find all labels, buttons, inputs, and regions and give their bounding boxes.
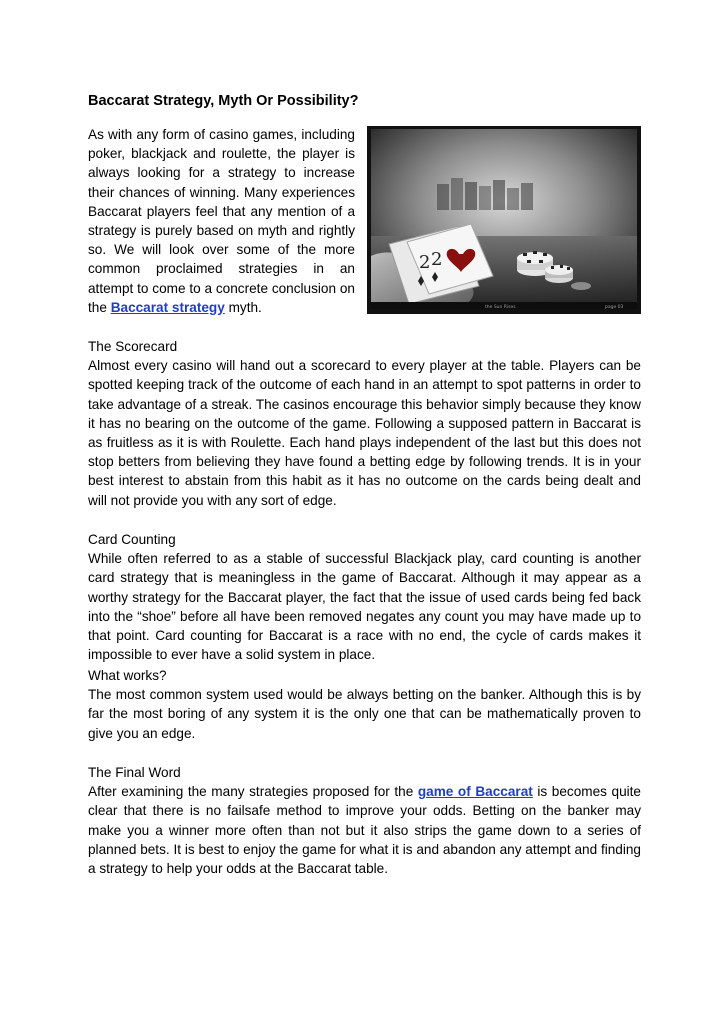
- section-scorecard: [88, 337, 641, 510]
- section-heading: Card Counting: [88, 532, 176, 547]
- game-of-baccarat-link[interactable]: game of Baccarat: [417, 784, 533, 800]
- svg-text:2: 2: [419, 252, 431, 273]
- section-heading: The Scorecard: [88, 339, 178, 354]
- intro-paragraph: [88, 125, 355, 317]
- section-body: [88, 782, 641, 878]
- section-body: The most common system used would be always betting on the banker. Although this is by far the most boring of any system it is the only one that can be mathematically proven to give you an edge.: [88, 687, 641, 741]
- final-text: is becomes quite clear that there is no failsafe method to improve your odds. Betting on the banker may make you a winner more often than not but it also strips the game down to a series of planned bets. It is best to enjoy the game for what it is and abandon any attempt and finding a strategy to help your odds at the Baccarat table.: [88, 784, 641, 877]
- final-pre-text: After examining the many strategies proposed for the: [88, 784, 418, 800]
- section-final-word: [88, 763, 641, 878]
- baccarat-strategy-link[interactable]: Baccarat strategy: [110, 299, 225, 315]
- svg-text:2: 2: [431, 249, 443, 270]
- intro-text: As with any form of casino games, including poker, blackjack and roulette, the player is always looking for a strategy to increase their chances of winning. Many experiences Baccarat players feel that any mention of a strategy is purely based on myth and rightly so. We will look over some of the more common proclaimed strategies in an attempt to come to a concrete conclusion on the: [88, 127, 355, 315]
- section-card-counting: [88, 530, 641, 664]
- section-body: While often referred to as a stable of successful Blackjack play, card counting is another card strategy that is meaningless in the game of Baccarat. Although it may appear as a worthy strategy for the Baccarat player, the fact that the issue of used cards being fed back into the “shoe” before all have been removed negates any count you may have made up to that point. Card counting for Baccarat is a race with no end, the cycle of cards makes it impossible to ever have a solid system in place.: [88, 551, 641, 663]
- intro-tail: myth.: [224, 299, 262, 315]
- photo-caption-right: page 03: [605, 305, 624, 310]
- section-heading: The Final Word: [88, 765, 181, 780]
- casino-cards-photo: [367, 126, 641, 314]
- page-title: Baccarat Strategy, Myth Or Possibility?: [88, 93, 359, 109]
- photo-caption-left: the Sun Rises: [485, 305, 516, 310]
- section-heading: What works?: [88, 668, 167, 683]
- section-body: Almost every casino will hand out a scorecard to every player at the table. Players can be spotted keeping track of the outcome of each hand in an attempt to spot patterns in order to take advantage of a streak. The casinos encourage this behavior simply because they know it has no bearing on the outcome of the game. Following a supposed pattern in Baccarat is as fruitless as it is with Roulette. Each hand plays independent of the last but this does not stop betters from believing they have found a betting edge by following trends. It is in your best interest to abstain from this habit as it has no outcome on the cards being dealt and will not provide you with any sort of edge.: [88, 358, 641, 508]
- photo-illustration: [367, 126, 641, 314]
- section-what-works: [88, 666, 641, 743]
